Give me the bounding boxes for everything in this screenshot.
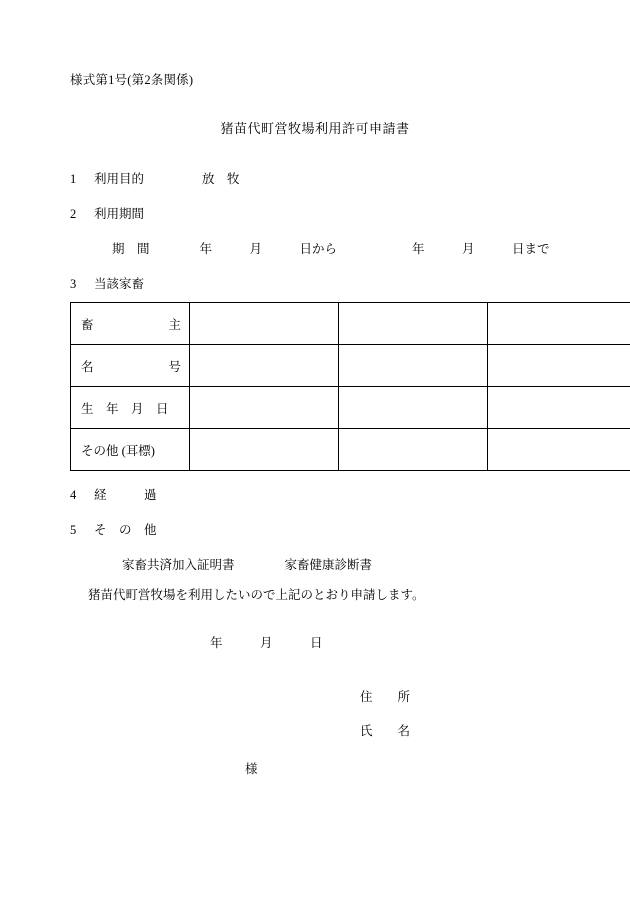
item-period <box>70 204 560 222</box>
item-other-number: 5 <box>70 523 77 537</box>
attached-documents: 家畜共済加入証明書 家畜健康診断書 <box>122 558 373 572</box>
table-cell[interactable] <box>339 303 488 345</box>
item-purpose-label: 利用目的 <box>94 172 145 186</box>
table-row <box>71 387 630 429</box>
table-row <box>71 429 630 471</box>
item-period-number: 2 <box>70 207 77 221</box>
signature-block <box>70 687 560 739</box>
table-cell[interactable] <box>339 345 488 387</box>
item-history <box>70 485 560 503</box>
table-cell[interactable] <box>339 429 488 471</box>
table-row-header: その他 (耳標) <box>71 429 190 471</box>
table-row-header: 生 年 月 日 <box>71 387 190 429</box>
table-cell[interactable] <box>488 345 630 387</box>
item-other-label: そ の 他 <box>94 523 157 537</box>
date-entry-line: 年 月 日 <box>210 636 323 650</box>
table-row-header: 畜 主 <box>71 303 190 345</box>
table-cell[interactable] <box>488 429 630 471</box>
livestock-table <box>70 302 630 471</box>
table-cell[interactable] <box>190 345 339 387</box>
item-livestock-number: 3 <box>70 277 77 291</box>
table-row <box>71 345 630 387</box>
item-history-number: 4 <box>70 488 77 502</box>
table-row-header: 名 号 <box>71 345 190 387</box>
form-number: 様式第1号(第2条関係) <box>70 73 194 87</box>
period-entry-line: 期 間 年 月 日から 年 月 日まで <box>112 242 550 256</box>
item-period-label: 利用期間 <box>94 207 145 221</box>
item-livestock <box>70 274 560 292</box>
item-purpose <box>70 169 560 187</box>
table-row <box>71 303 630 345</box>
table-cell[interactable] <box>339 387 488 429</box>
name-label: 氏 名 <box>360 724 411 738</box>
table-cell[interactable] <box>190 387 339 429</box>
table-cell[interactable] <box>488 303 630 345</box>
table-cell[interactable] <box>190 303 339 345</box>
table-cell[interactable] <box>190 429 339 471</box>
table-cell[interactable] <box>488 387 630 429</box>
item-other <box>70 520 560 538</box>
application-statement: 猪苗代町営牧場を利用したいので上記のとおり申請します。 <box>88 588 425 602</box>
item-livestock-label: 当該家畜 <box>94 277 145 291</box>
address-label: 住 所 <box>360 690 411 704</box>
item-history-label: 経 過 <box>94 488 157 502</box>
recipient-honorific: 様 <box>245 762 258 776</box>
page-title: 猪苗代町営牧場利用許可申請書 <box>220 121 410 136</box>
item-purpose-number: 1 <box>70 172 77 186</box>
item-purpose-value: 放 牧 <box>202 172 240 186</box>
